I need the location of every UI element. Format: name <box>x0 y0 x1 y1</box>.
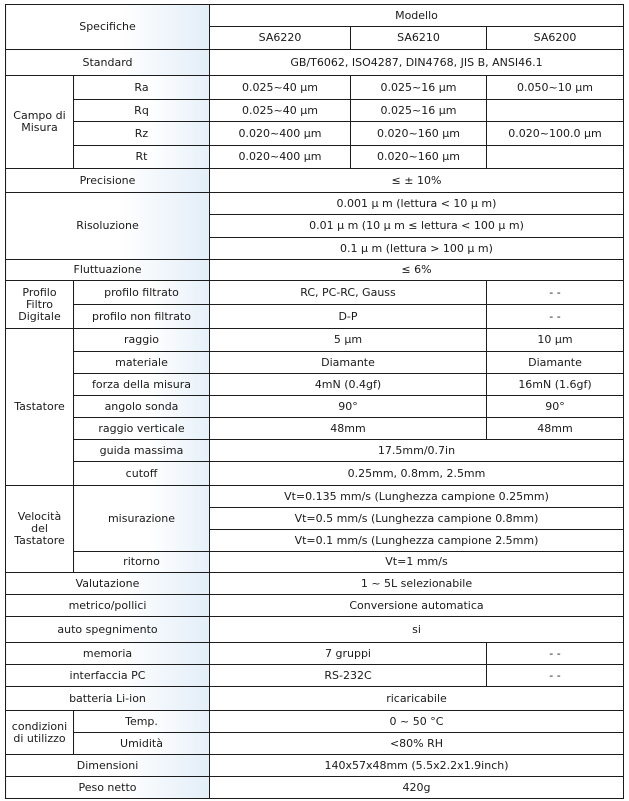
param-rq: Rq <box>74 100 210 122</box>
materiale-sa6200: Diamante <box>487 352 624 374</box>
peso-netto-value: 420g <box>210 777 624 799</box>
dimensioni-value: 140x57x48mm (5.5x2.2x1.9inch) <box>210 755 624 777</box>
valutazione-label: Valutazione <box>6 573 210 595</box>
ritorno-label: ritorno <box>74 552 210 573</box>
header-specifiche: Specifiche <box>6 5 210 50</box>
forza-misura-label: forza della misura <box>74 374 210 396</box>
risoluzione-value-2: 0.01 μ m (10 μ m ≤ lettura < 100 μ m) <box>210 215 624 238</box>
angolo-sonda-sa6200: 90° <box>487 396 624 418</box>
umidita-value: <80% RH <box>210 733 624 755</box>
standard-label: Standard <box>6 50 210 76</box>
misurazione-value-1: Vt=0.135 mm/s (Lunghezza campione 0.25mm) <box>210 486 624 508</box>
valutazione-value: 1 ~ 5L selezionabile <box>210 573 624 595</box>
condizioni-utilizzo-label: condizioni di utilizzo <box>6 711 74 755</box>
temp-label: Temp. <box>74 711 210 733</box>
campo-di-misura-label: Campo di Misura <box>6 76 74 169</box>
ra-sa6210: 0.025~16 μm <box>351 76 487 100</box>
raggio-verticale-label: raggio verticale <box>74 418 210 440</box>
umidita-label: Umidità <box>74 733 210 755</box>
rz-sa6200: 0.020~100.0 μm <box>487 122 624 146</box>
profilo-filtrato-value: RC, PC-RC, Gauss <box>210 281 487 305</box>
metrico-pollici-value: Conversione automatica <box>210 595 624 617</box>
param-ra: Ra <box>74 76 210 100</box>
auto-spegnimento-value: si <box>210 617 624 643</box>
profilo-filtrato-sa6200: - - <box>487 281 624 305</box>
metrico-pollici-label: metrico/pollici <box>6 595 210 617</box>
rz-sa6210: 0.020~160 μm <box>351 122 487 146</box>
header-modello: Modello <box>210 5 624 27</box>
cutoff-value: 0.25mm, 0.8mm, 2.5mm <box>210 462 624 486</box>
rt-sa6210: 0.020~160 μm <box>351 146 487 169</box>
memoria-sa6200: - - <box>487 643 624 665</box>
batteria-value: ricaricabile <box>210 687 624 711</box>
ritorno-value: Vt=1 mm/s <box>210 552 624 573</box>
interfaccia-pc-label: interfaccia PC <box>6 665 210 687</box>
risoluzione-value-3: 0.1 μ m (lettura > 100 μ m) <box>210 238 624 260</box>
raggio-label: raggio <box>74 329 210 352</box>
interfaccia-pc-value: RS-232C <box>210 665 487 687</box>
raggio-value: 5 μm <box>210 329 487 352</box>
rt-sa6200 <box>487 146 624 169</box>
ra-sa6200: 0.050~10 μm <box>487 76 624 100</box>
forza-misura-value: 4mN (0.4gf) <box>210 374 487 396</box>
profilo-filtro-label: Profilo Filtro Digitale <box>6 281 74 329</box>
param-rz: Rz <box>74 122 210 146</box>
guida-massima-value: 17.5mm/0.7in <box>210 440 624 462</box>
precisione-value: ≤ ± 10% <box>210 169 624 193</box>
fluttuazione-value: ≤ 6% <box>210 260 624 281</box>
model-sa6200: SA6200 <box>487 27 624 50</box>
param-rt: Rt <box>74 146 210 169</box>
angolo-sonda-label: angolo sonda <box>74 396 210 418</box>
profilo-non-filtrato-sa6200: - - <box>487 305 624 329</box>
profilo-non-filtrato-value: D-P <box>210 305 487 329</box>
rq-sa6210: 0.025~16 μm <box>351 100 487 122</box>
rt-sa6220: 0.020~400 μm <box>210 146 351 169</box>
specifications-table <box>5 4 624 799</box>
cutoff-label: cutoff <box>74 462 210 486</box>
guida-massima-label: guida massima <box>74 440 210 462</box>
velocita-tastatore-label: Velocità del Tastatore <box>6 486 74 573</box>
batteria-label: batteria Li-ion <box>6 687 210 711</box>
auto-spegnimento-label: auto spegnimento <box>6 617 210 643</box>
misurazione-value-2: Vt=0.5 mm/s (Lunghezza campione 0.8mm) <box>210 508 624 530</box>
raggio-verticale-sa6200: 48mm <box>487 418 624 440</box>
rq-sa6220: 0.025~40 μm <box>210 100 351 122</box>
rz-sa6220: 0.020~400 μm <box>210 122 351 146</box>
forza-misura-sa6200: 16mN (1.6gf) <box>487 374 624 396</box>
tastatore-label: Tastatore <box>6 329 74 486</box>
interfaccia-pc-sa6200: - - <box>487 665 624 687</box>
raggio-verticale-value: 48mm <box>210 418 487 440</box>
misurazione-label: misurazione <box>74 486 210 552</box>
memoria-label: memoria <box>6 643 210 665</box>
risoluzione-value-1: 0.001 μ m (lettura < 10 μ m) <box>210 193 624 215</box>
profilo-filtrato-label: profilo filtrato <box>74 281 210 305</box>
raggio-sa6200: 10 μm <box>487 329 624 352</box>
precisione-label: Precisione <box>6 169 210 193</box>
materiale-value: Diamante <box>210 352 487 374</box>
model-sa6210: SA6210 <box>351 27 487 50</box>
memoria-value: 7 gruppi <box>210 643 487 665</box>
risoluzione-label: Risoluzione <box>6 193 210 260</box>
ra-sa6220: 0.025~40 μm <box>210 76 351 100</box>
profilo-non-filtrato-label: profilo non filtrato <box>74 305 210 329</box>
model-sa6220: SA6220 <box>210 27 351 50</box>
rq-sa6200 <box>487 100 624 122</box>
standard-value: GB/T6062, ISO4287, DIN4768, JIS B, ANSI46.1 <box>210 50 624 76</box>
misurazione-value-3: Vt=0.1 mm/s (Lunghezza campione 2.5mm) <box>210 530 624 552</box>
peso-netto-label: Peso netto <box>6 777 210 799</box>
temp-value: 0 ~ 50 °C <box>210 711 624 733</box>
angolo-sonda-value: 90° <box>210 396 487 418</box>
materiale-label: materiale <box>74 352 210 374</box>
fluttuazione-label: Fluttuazione <box>6 260 210 281</box>
dimensioni-label: Dimensioni <box>6 755 210 777</box>
